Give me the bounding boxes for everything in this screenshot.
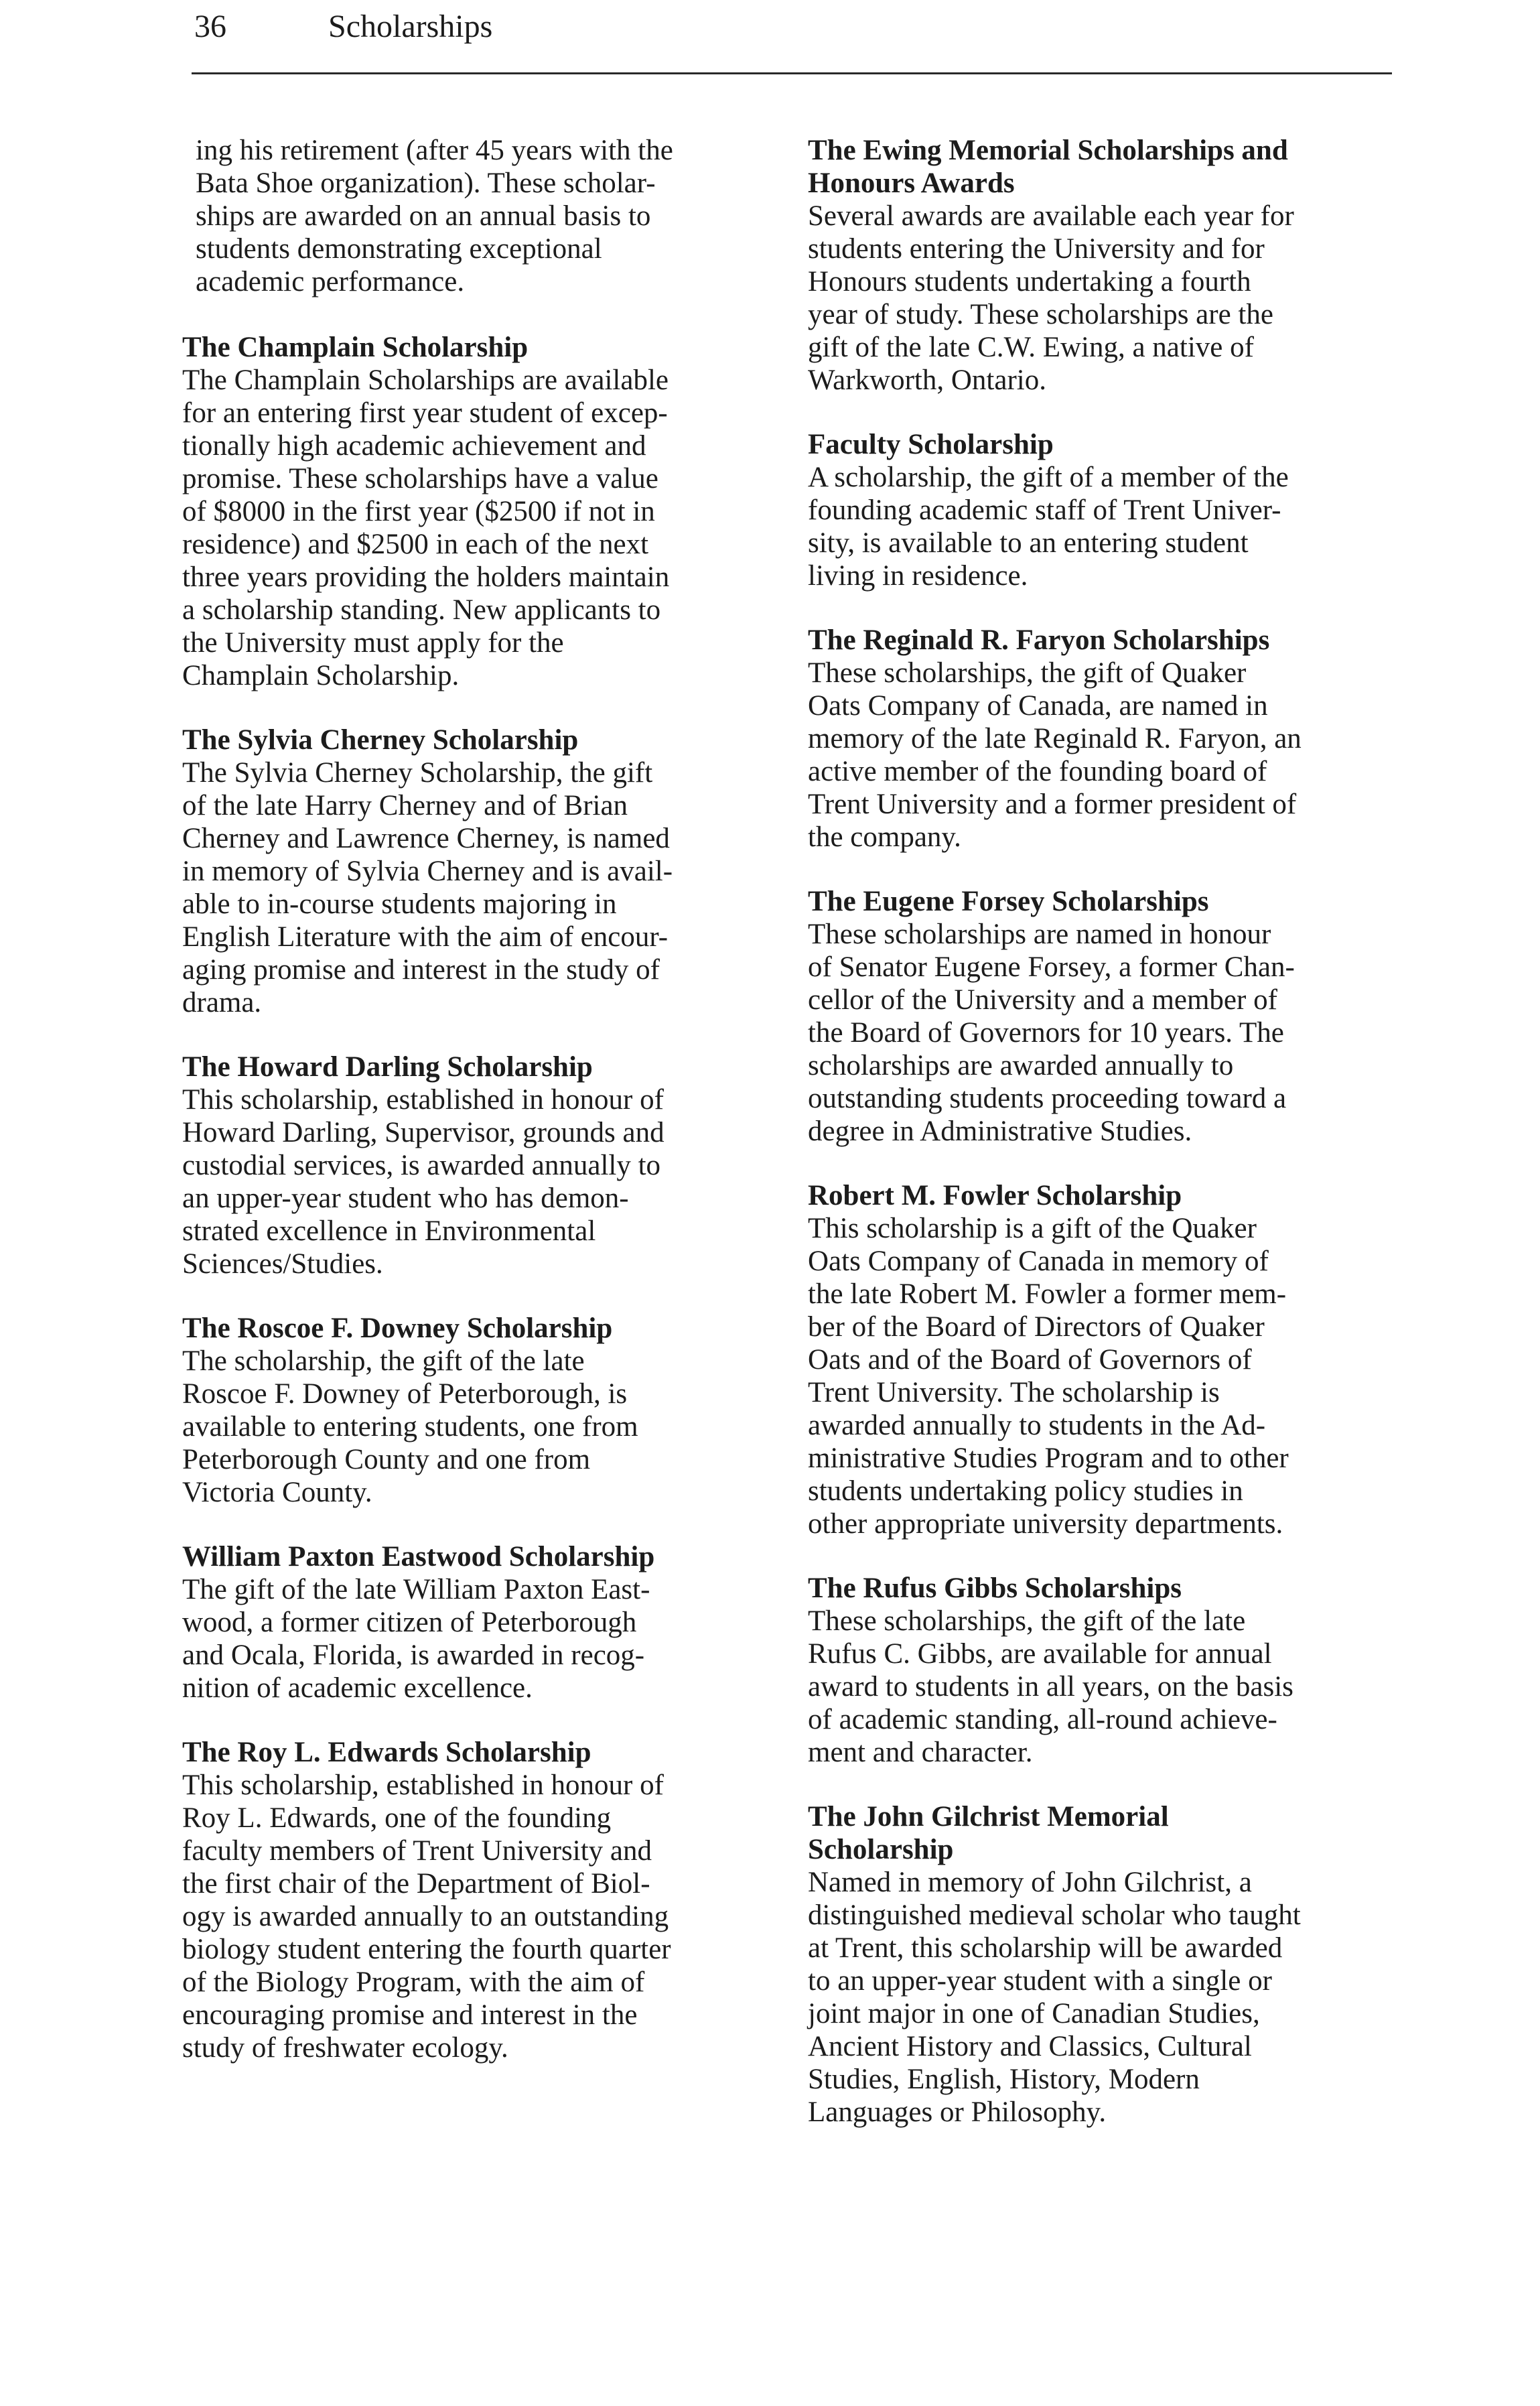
scholarship-title: Faculty Scholarship [808,429,1054,460]
scholarship-description: This scholarship, established in honour of Roy L. Edwards, one of the founding faculty members of Trent University and the first chair of the Department of Biol- ogy is awarded annually to an outstanding biology student entering the fourth quarter of the Biology Program, with the aim of encouraging promise and interest in the study of freshwater ecology. [182,1769,671,2064]
scholarship-entry [808,134,1397,397]
scholarship-description: This scholarship, established in honour of Howard Darling, Supervisor, grounds and custodial services, is awarded annually to an upper-year student who has demon- strated excellence in Environmental Sciences/Studies. [182,1084,664,1280]
scholarship-title: The Champlain Scholarship [182,332,529,363]
scholarship-entry [182,1312,785,1509]
scholarship-entry [182,724,785,1019]
scholarship-title: The Rufus Gibbs Scholarships [808,1573,1182,1604]
scholarship-description: The Champlain Scholarships are available for an entering first year student of excep- tionally high academic achievement and promise. These scholarships have a value of $8000 in the first year ($2500 if not in residence) and $2500 in each of the next three years providing the holders maintain a scholarship standing. New applicants to the University must apply for the Champlain Scholarship. [182,364,670,691]
left-column [182,134,785,2096]
scholarship-description: Several awards are available each year for students entering the University and for Honours students undertaking a fourth year of study. These scholarships are the gift of the late C.W. Ewing, a native of Warkworth, Ontario. [808,200,1294,396]
scholarship-title: Robert M. Fowler Scholarship [808,1180,1182,1211]
scholarship-entry [808,885,1397,1148]
scholarship-description: This scholarship is a gift of the Quaker Oats Company of Canada in memory of the late Robert M. Fowler a former mem- ber of the Board of Directors of Quaker Oats and of the Board of Governors of Trent University. The scholarship is awarded annually to students in the Ad- ministrative Studies Program and to other students undertaking policy studies in other appropriate university departments. [808,1213,1289,1540]
scholarship-entry [808,428,1397,592]
scholarship-description: These scholarships, the gift of Quaker Oats Company of Canada, are named in memory of the late Reginald R. Faryon, an active member of the founding board of Trent University and a former president of the company. [808,657,1302,853]
scholarship-entry [808,1572,1397,1769]
scholarship-description: These scholarships are named in honour of Senator Eugene Forsey, a former Chan- cellor of the University and a member of the Board of Governors for 10 years. The scholarships are awarded annually to outstanding students proceeding toward a degree in Administrative Studies. [808,919,1295,1147]
right-column [808,134,1397,2160]
scholarship-title: The Roy L. Edwards Scholarship [182,1737,591,1768]
scholarship-description: The scholarship, the gift of the late Roscoe F. Downey of Peterborough, is available to entering students, one from Peterborough County and one from Victoria County. [182,1345,638,1508]
scholarship-title: The Ewing Memorial Scholarships and Honours Awards [808,135,1288,199]
scholarship-description: The Sylvia Cherney Scholarship, the gift of the late Harry Cherney and of Brian Cherney and Lawrence Cherney, is named in memory of Sylvia Cherney and is avail- able to in-course students majoring in English Literature with the aim of encour- aging promise and interest in the study of drama. [182,757,673,1018]
page-header [186,0,1392,75]
scholarship-entry [182,1736,785,2064]
scholarship-entry [808,1179,1397,1540]
scholarship-description: A scholarship, the gift of a member of the founding academic staff of Trent Univer- sity, is available to an entering student living in residence. [808,462,1289,592]
scholarship-description: These scholarships, the gift of the late Rufus C. Gibbs, are available for annual award to students in all years, on the basis of academic standing, all-round achieve- ment and character. [808,1605,1293,1768]
header-rule [192,72,1392,74]
scholarship-title: The Eugene Forsey Scholarships [808,886,1209,917]
scholarship-title: The Reginald R. Faryon Scholarships [808,624,1270,656]
scholarship-entry [808,1800,1397,2129]
section-title: Scholarships [328,9,493,44]
continued-paragraph: ing his retirement (after 45 years with the Bata Shoe organization). These scholar- ships are awarded on an annual basis to students demonstrating exceptional academic performance. [196,135,673,297]
scholarship-entry [808,624,1397,854]
scholarship-title: William Paxton Eastwood Scholarship [182,1541,655,1573]
scholarship-entry [182,331,785,692]
scholarship-title: The Roscoe F. Downey Scholarship [182,1313,613,1344]
scholarship-description: Named in memory of John Gilchrist, a distinguished medieval scholar who taught at Trent, this scholarship will be awarded to an upper-year student with a single or joint major in one of Canadian Studies, Ancient History and Classics, Cultural Studies, English, History, Modern Languages or Philosophy. [808,1867,1301,2128]
scholarship-entry [182,1051,785,1280]
scholarship-title: The John Gilchrist Memorial Scholarship [808,1801,1169,1865]
scholarship-entry [182,1540,785,1705]
scholarship-description: The gift of the late William Paxton East- wood, a former citizen of Peterborough and Ocala, Florida, is awarded in recog- nition of academic excellence. [182,1574,650,1704]
page-number: 36 [194,9,226,44]
scholarship-title: The Howard Darling Scholarship [182,1051,593,1083]
scholarship-title: The Sylvia Cherney Scholarship [182,724,579,756]
